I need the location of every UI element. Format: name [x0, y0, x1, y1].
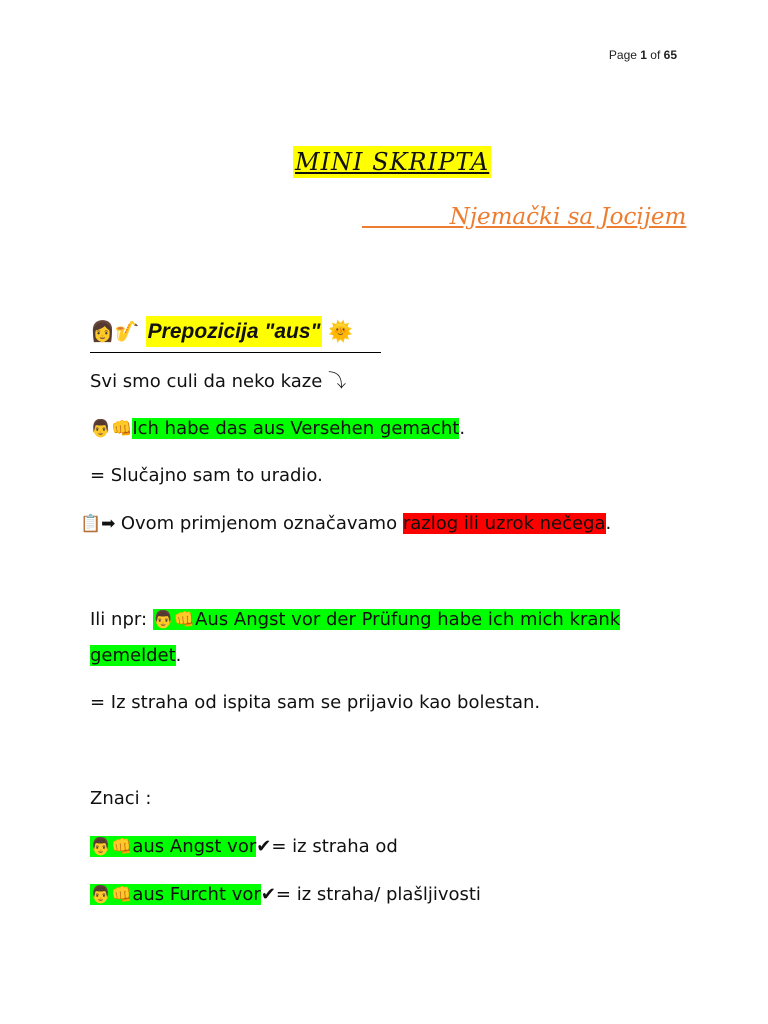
- clipboard-arrow-icon: 📋➡: [80, 514, 121, 534]
- list-item-1: [90, 829, 398, 865]
- example-1-period: .: [459, 418, 466, 439]
- page-number-middle: of: [646, 48, 664, 62]
- list-item-2-meaning: = iz straha/ plašljivosti: [275, 884, 481, 905]
- page-number: [609, 48, 677, 62]
- example-line-2b: [90, 638, 181, 674]
- intro-line: [90, 364, 346, 400]
- arrow-down-icon: ⤵: [328, 371, 347, 392]
- person-fist-icon: 👨👊: [152, 610, 196, 630]
- page-number-current: 1: [640, 48, 647, 62]
- sun-icon: 🌞: [328, 321, 354, 343]
- saxophone-player-icon: 👩🎷: [90, 321, 140, 343]
- intro-text: Svi smo culi da neko kaze: [90, 371, 329, 392]
- example-2-continuation: gemeldet: [90, 645, 176, 666]
- checkmark-icon: ✔: [256, 836, 272, 857]
- translation-line-1: = Slučajno sam to uradio.: [90, 465, 323, 486]
- list-item-2: [90, 877, 481, 913]
- example-2-text: Aus Angst vor der Prüfung habe ich mich krank: [195, 609, 621, 630]
- translation-line-2: = Iz straha od ispita sam se prijavio kao bolestan.: [90, 692, 541, 713]
- example-1-text: Ich habe das aus Versehen gemacht: [132, 418, 460, 439]
- znaci-label: Znaci :: [90, 788, 152, 809]
- note-line: [80, 506, 611, 542]
- note-text: Ovom primjenom označavamo: [120, 513, 403, 534]
- example-2-period: .: [175, 645, 182, 666]
- person-fist-icon: 👨👊: [90, 837, 133, 857]
- example-line-1: [90, 411, 465, 447]
- list-item-1-meaning: = iz straha od: [271, 836, 398, 857]
- section-heading: [90, 312, 381, 353]
- list-item-2-text: aus Furcht vor: [132, 884, 261, 905]
- note-period: .: [605, 513, 612, 534]
- document-subtitle: Njemački sa Jocijem: [362, 204, 687, 230]
- note-highlight: razlog ili uzrok nečega: [402, 513, 606, 534]
- page-number-total: 65: [663, 48, 677, 62]
- example-2-prefix: Ili npr:: [90, 609, 153, 630]
- person-fist-icon: 👨👊: [90, 419, 133, 439]
- person-fist-icon: 👨👊: [90, 885, 133, 905]
- section-heading-text: Prepozicija "aus": [146, 316, 323, 347]
- list-item-1-text: aus Angst vor: [132, 836, 257, 857]
- page-number-prefix: Page: [608, 48, 641, 62]
- example-line-2a: [90, 602, 620, 638]
- document-title: MINI SKRIPTA: [295, 148, 490, 176]
- checkmark-icon: ✔: [260, 884, 276, 905]
